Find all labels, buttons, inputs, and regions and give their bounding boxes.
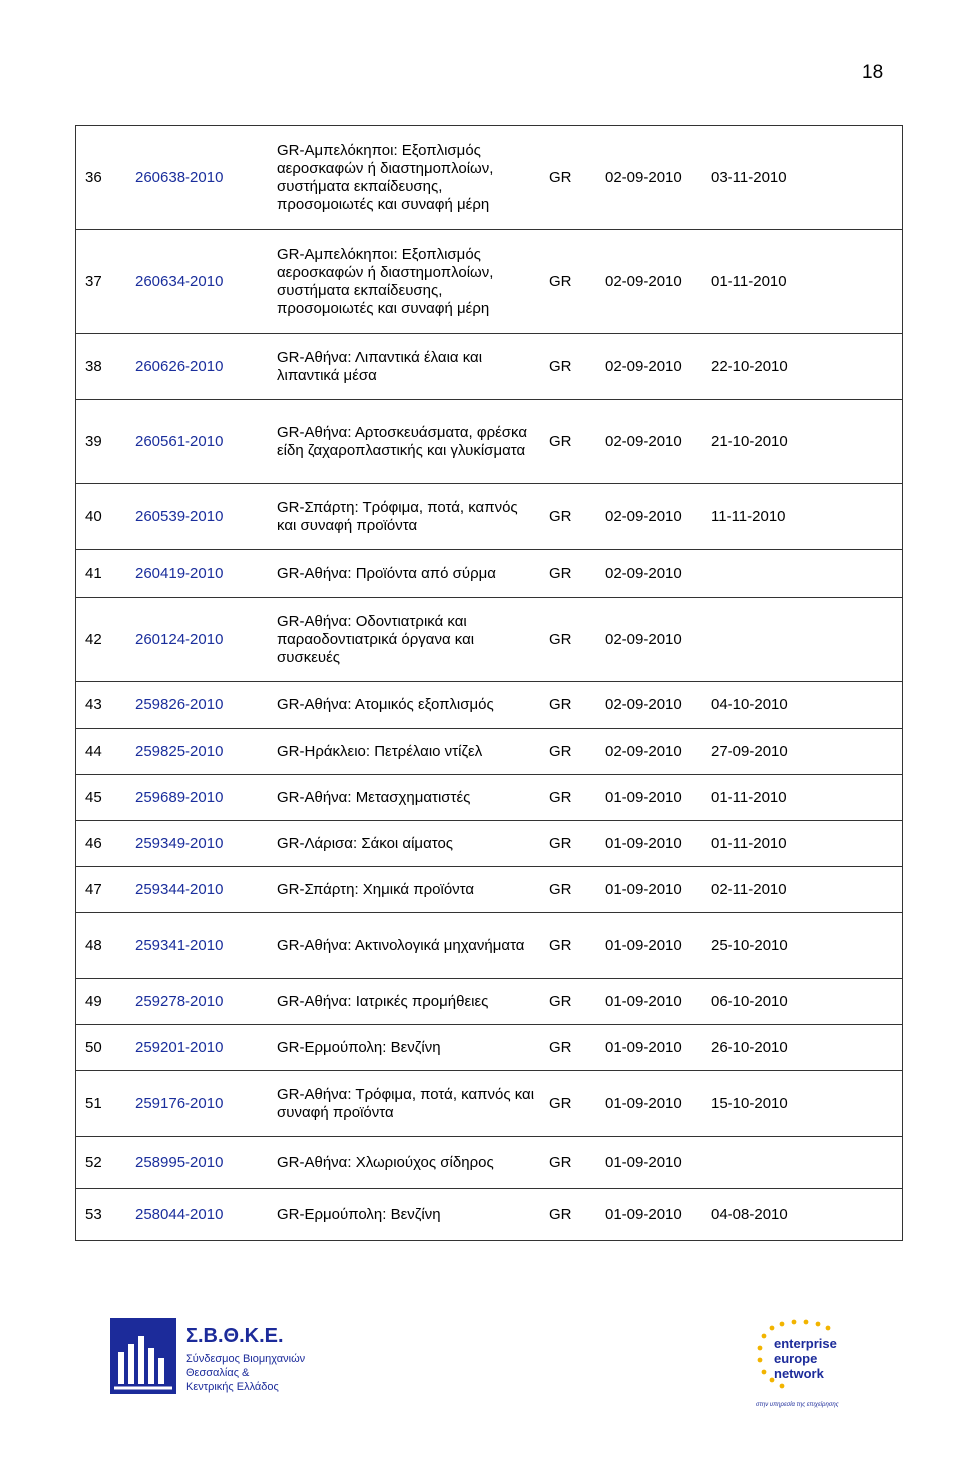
tender-description: GR-Αθήνα: Τρόφιμα, ποτά, καπνός και συναφή προϊόντα [271,1071,543,1137]
notice-reference: 259176-2010 [129,1071,271,1137]
tender-description: GR-Αθήνα: Οδοντιατρικά και παραοδοντιατρικά όργανα και συσκευές [271,598,543,682]
country-code: GR [543,1071,599,1137]
sbtke-logo [110,1318,310,1398]
country-code: GR [543,334,599,400]
country-code: GR [543,400,599,484]
country-code: GR [543,979,599,1025]
row-number: 53 [76,1189,130,1241]
country-code: GR [543,1025,599,1071]
country-code: GR [543,484,599,550]
sbtke-logo-line1: Σύνδεσμος Βιομηχανιών [186,1353,306,1365]
table-row [76,126,903,230]
closing-date: 26-10-2010 [705,1025,903,1071]
closing-date: 01-11-2010 [705,775,903,821]
table-row [76,1071,903,1137]
row-number: 44 [76,729,130,775]
publication-date: 02-09-2010 [599,126,705,230]
notice-reference: 260539-2010 [129,484,271,550]
notice-reference: 258044-2010 [129,1189,271,1241]
notice-reference: 259278-2010 [129,979,271,1025]
country-code: GR [543,729,599,775]
closing-date: 04-08-2010 [705,1189,903,1241]
notice-reference: 259825-2010 [129,729,271,775]
tenders-table [75,125,903,1241]
row-number: 41 [76,550,130,598]
tenders-table-body [76,126,903,1241]
country-code: GR [543,598,599,682]
tender-description: GR-Αθήνα: Μετασχηματιστές [271,775,543,821]
table-row [76,821,903,867]
tender-description: GR-Αμπελόκηποι: Εξοπλισμός αεροσκαφών ή διαστημοπλοίων, συστήματα εκπαίδευσης, προσομοιωτές και συναφή μέρη [271,126,543,230]
notice-reference: 259349-2010 [129,821,271,867]
tender-description: GR-Αθήνα: Λιπαντικά έλαια και λιπαντικά μέσα [271,334,543,400]
country-code: GR [543,913,599,979]
publication-date: 01-09-2010 [599,1071,705,1137]
table-row [76,682,903,729]
tender-description: GR-Αθήνα: Χλωριούχος σίδηρος [271,1137,543,1189]
tender-description: GR-Αθήνα: Ακτινολογικά μηχανήματα [271,913,543,979]
closing-date: 06-10-2010 [705,979,903,1025]
row-number: 51 [76,1071,130,1137]
closing-date [705,598,903,682]
publication-date: 02-09-2010 [599,729,705,775]
closing-date: 27-09-2010 [705,729,903,775]
publication-date: 01-09-2010 [599,867,705,913]
notice-reference: 258995-2010 [129,1137,271,1189]
tender-description: GR-Ηράκλειο: Πετρέλαιο ντίζελ [271,729,543,775]
table-row [76,334,903,400]
publication-date: 02-09-2010 [599,682,705,729]
publication-date: 01-09-2010 [599,1025,705,1071]
closing-date: 21-10-2010 [705,400,903,484]
publication-date: 02-09-2010 [599,334,705,400]
closing-date: 01-11-2010 [705,230,903,334]
tender-description: GR-Αθήνα: Ιατρικές προμήθειες [271,979,543,1025]
row-number: 48 [76,913,130,979]
row-number: 40 [76,484,130,550]
closing-date: 15-10-2010 [705,1071,903,1137]
een-logo-line3: network [774,1366,824,1381]
table-row [76,1137,903,1189]
notice-reference: 260638-2010 [129,126,271,230]
notice-reference: 260419-2010 [129,550,271,598]
notice-reference: 259341-2010 [129,913,271,979]
row-number: 38 [76,334,130,400]
publication-date: 02-09-2010 [599,484,705,550]
notice-reference: 259826-2010 [129,682,271,729]
closing-date: 22-10-2010 [705,334,903,400]
tender-description: GR-Λάρισα: Σάκοι αίματος [271,821,543,867]
tender-description: GR-Ερμούπολη: Βενζίνη [271,1025,543,1071]
row-number: 47 [76,867,130,913]
row-number: 42 [76,598,130,682]
table-row [76,1025,903,1071]
publication-date: 01-09-2010 [599,821,705,867]
country-code: GR [543,550,599,598]
tender-description: GR-Αθήνα: Αρτοσκευάσματα, φρέσκα είδη ζαχαροπλαστικής και γλυκίσματα [271,400,543,484]
publication-date: 02-09-2010 [599,400,705,484]
row-number: 52 [76,1137,130,1189]
notice-reference: 259201-2010 [129,1025,271,1071]
notice-reference: 260626-2010 [129,334,271,400]
row-number: 49 [76,979,130,1025]
tender-description: GR-Σπάρτη: Χημικά προϊόντα [271,867,543,913]
tender-description: GR-Αθήνα: Ατομικός εξοπλισμός [271,682,543,729]
enterprise-europe-network-logo [752,1318,864,1410]
table-row [76,979,903,1025]
page-number: 18 [862,62,884,83]
row-number: 39 [76,400,130,484]
publication-date: 02-09-2010 [599,230,705,334]
closing-date: 25-10-2010 [705,913,903,979]
country-code: GR [543,682,599,729]
country-code: GR [543,867,599,913]
row-number: 45 [76,775,130,821]
table-row [76,867,903,913]
table-row [76,230,903,334]
een-logo-line1: enterprise [774,1336,837,1351]
een-logo-tagline: στην υπηρεσία της επιχείρησης [756,1402,839,1408]
sbtke-logo-title: Σ.Β.Θ.Κ.Ε. [186,1325,284,1347]
een-logo-line2: europe [774,1351,818,1366]
tender-description: GR-Ερμούπολη: Βενζίνη [271,1189,543,1241]
table-row [76,484,903,550]
notice-reference: 260634-2010 [129,230,271,334]
publication-date: 01-09-2010 [599,775,705,821]
notice-reference: 259689-2010 [129,775,271,821]
closing-date: 01-11-2010 [705,821,903,867]
closing-date [705,550,903,598]
row-number: 36 [76,126,130,230]
country-code: GR [543,1189,599,1241]
tender-description: GR-Αθήνα: Προϊόντα από σύρμα [271,550,543,598]
country-code: GR [543,775,599,821]
country-code: GR [543,821,599,867]
closing-date: 02-11-2010 [705,867,903,913]
row-number: 43 [76,682,130,729]
publication-date: 02-09-2010 [599,598,705,682]
publication-date: 01-09-2010 [599,979,705,1025]
tender-description: GR-Σπάρτη: Τρόφιμα, ποτά, καπνός και συναφή προϊόντα [271,484,543,550]
notice-reference: 260561-2010 [129,400,271,484]
table-row [76,775,903,821]
sbtke-logo-line2: Θεσσαλίας & [186,1367,250,1379]
notice-reference: 259344-2010 [129,867,271,913]
table-row [76,729,903,775]
closing-date: 11-11-2010 [705,484,903,550]
closing-date: 04-10-2010 [705,682,903,729]
publication-date: 01-09-2010 [599,1137,705,1189]
row-number: 46 [76,821,130,867]
sbtke-logo-line3: Κεντρικής Ελλάδος [186,1381,279,1393]
publication-date: 02-09-2010 [599,550,705,598]
row-number: 50 [76,1025,130,1071]
table-row [76,1189,903,1241]
country-code: GR [543,230,599,334]
table-row [76,550,903,598]
closing-date [705,1137,903,1189]
closing-date: 03-11-2010 [705,126,903,230]
publication-date: 01-09-2010 [599,913,705,979]
publication-date: 01-09-2010 [599,1189,705,1241]
tender-description: GR-Αμπελόκηποι: Εξοπλισμός αεροσκαφών ή διαστημοπλοίων, συστήματα εκπαίδευσης, προσομοιωτές και συναφή μέρη [271,230,543,334]
table-row [76,913,903,979]
country-code: GR [543,126,599,230]
country-code: GR [543,1137,599,1189]
notice-reference: 260124-2010 [129,598,271,682]
table-row [76,400,903,484]
row-number: 37 [76,230,130,334]
table-row [76,598,903,682]
